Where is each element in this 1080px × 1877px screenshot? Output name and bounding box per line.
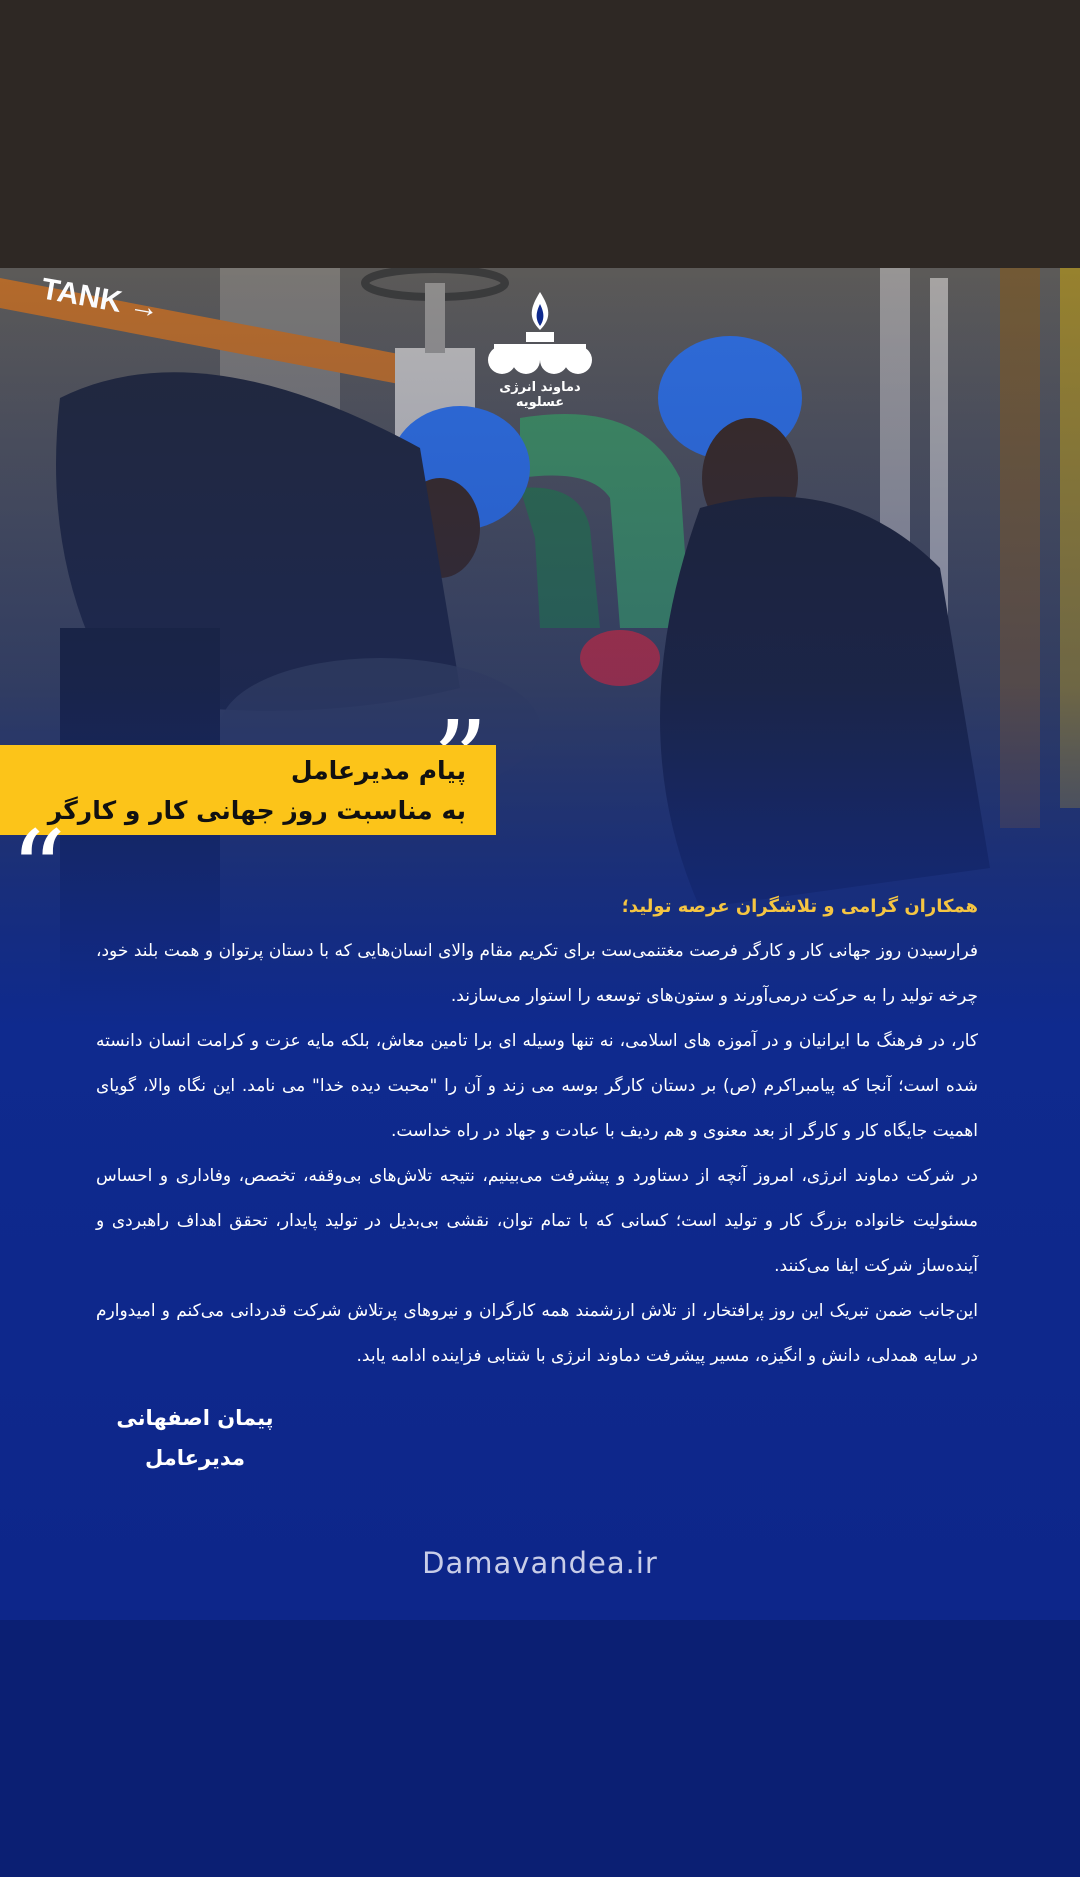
- logo-text: دماوند انرژی عسلویه: [499, 380, 581, 410]
- opening-quote-icon: “: [10, 807, 67, 935]
- company-logo: [480, 288, 600, 410]
- signature-role: مدیرعامل: [144, 1446, 246, 1470]
- message-paragraph-3: در شرکت دماوند انرژی، امروز آنچه از دستاورد و پیشرفت می‌بینیم، نتیجه تلاش‌های بی‌وقفه، تخصص، وفاداری و احساس مسئولیت خانواده بزرگ کار و تولید است؛ کسانی که با تمام توان، نقشی بی‌بدیل در تولید پایدار، تحقق اهداف راهبردی و آینده‌ساز شرکت ایفا می‌کنند.: [96, 1166, 978, 1276]
- poster: [0, 268, 1080, 1620]
- signature-name: پیمان اصفهانی: [116, 1406, 274, 1430]
- title-line-1: پیام مدیرعامل: [290, 756, 466, 785]
- flame-logo-icon: [480, 288, 600, 380]
- top-dark-band: [0, 0, 1080, 268]
- greeting: همکاران گرامی و تلاشگران عرصه تولید؛: [621, 896, 978, 917]
- ceo-message: [96, 884, 978, 1379]
- message-paragraph-4: این‌جانب ضمن تبریک این روز پرافتخار، از تلاش ارزشمند همه کارگران و نیروهای پرتلاش شرکت قدردانی می‌کنم و امیدوارم در سایه همدلی، دانش و انگیزه، مسیر پیشرفت دماوند انرژی با شتابی فزاینده ادامه یابد.: [96, 1301, 978, 1366]
- message-paragraph-2: کار، در فرهنگ ما ایرانیان و در آموزه های اسلامی، نه تنها وسیله ای برا تامین معاش، بلکه مایه عزت و کرامت انسان دانسته شده است؛ آنجا که پیامبراکرم (ص) بر دستان کارگر بوسه می زند و آن را "محبت دیده خدا" می نامد. این نگاه والا، گویای اهمیت جایگاه کار و کارگر از بعد معنوی و هم ردیف با عبادت و جهاد در راه خداست.: [96, 1031, 978, 1141]
- message-paragraph-1: فرارسیدن روز جهانی کار و کارگر فرصت مغتنمی‌ست برای تکریم مقام والای انسان‌هایی که با دستان پرتوان و همت بلند خود، چرخه تولید را به حرکت درمی‌آورند و ستون‌های توسعه را استوار می‌سازند.: [96, 941, 978, 1006]
- signature: [100, 1398, 290, 1478]
- website-url: Damavandea.ir: [422, 1546, 658, 1580]
- bottom-band: [0, 1620, 1080, 1877]
- title-line-2: به مناسبت روز جهانی کار و کارگر: [47, 796, 466, 825]
